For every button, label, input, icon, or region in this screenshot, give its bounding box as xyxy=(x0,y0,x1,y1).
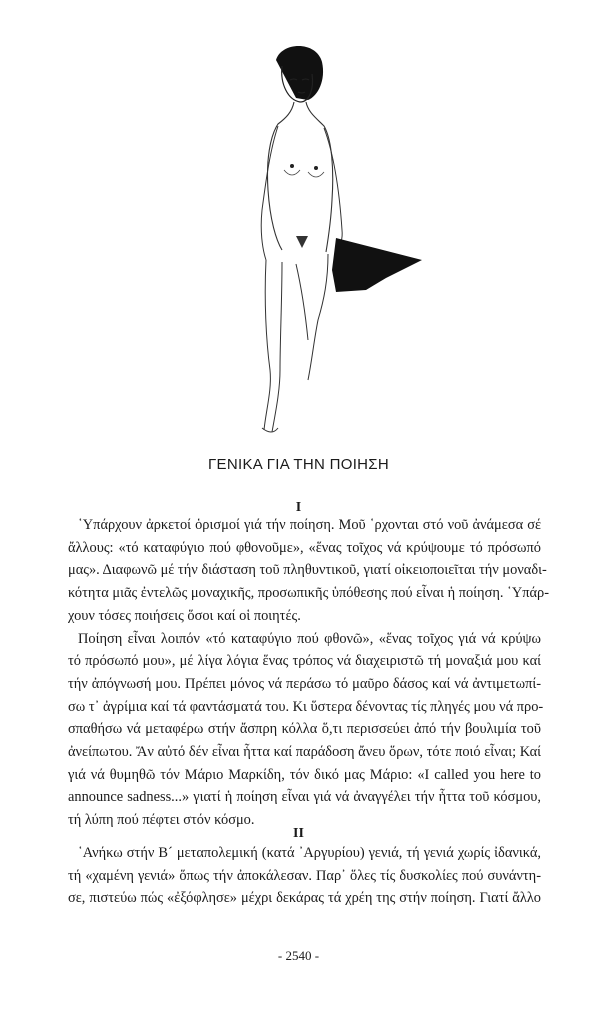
text-line: Ποίηση εἶναι λοιπόν «τό καταφύγιο πού φθονῶ», «ἕνας τοῖχος γιά νά κρύψω xyxy=(78,630,541,647)
text-line: σω τ᾽ ἀγρίμια καί τά φαντάσματά του. Κι ὕστερα δένοντας τίς πληγές μου νά προ- xyxy=(68,698,544,715)
text-line: χουν τόσες ποιήσεις ὅσοι καί οἱ ποιητές. xyxy=(68,607,301,624)
text-line: ῾Ανήκω στήν Β´ μεταπολεμική (κατά ᾽Αργυρίου) γενιά, τή γενιά χωρίς ἰδανικά, xyxy=(78,845,541,861)
text-line: σε, πιστεύω πώς «ἐξόφλησε» μέχρι δεκάρας τά χρέη της στήν ποίηση. Γιατί ἄλλο xyxy=(68,890,541,907)
text-line: announce sadness...» γιατί ἡ ποίηση εἶναι γιά νά ἀναγγέλει τήν ἧττα τοῦ κόσμου, xyxy=(68,789,541,806)
text-line: τή «χαμένη γενιά» ὅπως τήν ἀποκάλεσαν. Παρ᾽ ὅλες τίς δυσκολίες πού συνάντη- xyxy=(68,867,541,884)
text-line: ἀνείπωτου. Ἄν αὐτό δέν εἶναι ἧττα καί παράδοση ἄνευ ὅρων, τότε ποιό εἶναι; Καί xyxy=(68,744,541,761)
text-line: σπαθήσω νά μεταφέρω στήν ἄσπρη κόλλα ὅ,τι περισσεύει ἀπό τήν βουλιμία τοῦ xyxy=(68,721,541,738)
section-numeral: II xyxy=(293,826,304,841)
text-line: τό πρόσωπό μου», μέ λίγα λόγια ἕνας τρόπος νά διαχειριστῶ τή μοναξιά μου καί xyxy=(68,653,541,670)
text-line: τή λύπη πού πέφτει στόν κόσμο. xyxy=(68,812,255,829)
nude-figure-illustration xyxy=(236,40,426,440)
text-line: ἄλλους: «τό καταφύγιο πού φθονοῦμε», «ἕνας τοῖχος νά κρύψουμε τό πρόσωπό xyxy=(68,539,541,556)
section-2-text xyxy=(68,842,541,910)
section-numeral: I xyxy=(295,500,302,515)
text-line: τήν ἀπόγνωσή μου. Πρέπει μόνος νά περάσω τό μαῦρο δάσος καί νά ἀντιμετωπί- xyxy=(68,675,541,692)
section-1-text xyxy=(68,514,550,832)
text-line: μας». Διαφωνῶ μέ τήν διάσταση τοῦ πληθυντικοῦ, γιατί οἰκειοποιεῖται τήν μοναδι- xyxy=(68,562,547,579)
text-line: κότητα μιᾶς ἐντελῶς μοναχικῆς, προσωπικῆς ὑπόθεσης πού εἶναι ἡ ποίηση. ῾Υπάρ- xyxy=(68,585,550,602)
page-title: ΓΕΝΙΚΑ ΓΙΑ ΤΗΝ ΠΟΙΗΣΗ xyxy=(207,456,390,473)
text-line: γιά νά θυμηθῶ τόν Μάριο Μαρκίδη, τόν δικό μας Μάριο: «I called you here to xyxy=(68,766,541,783)
text-line: ῾Υπάρχουν ἀρκετοί ὁρισμοί γιά τήν ποίηση. Μοῦ ῾ρχονται στό νοῦ ἀνάμεσα σέ xyxy=(78,517,541,533)
page-number: - 2540 - xyxy=(277,948,320,963)
